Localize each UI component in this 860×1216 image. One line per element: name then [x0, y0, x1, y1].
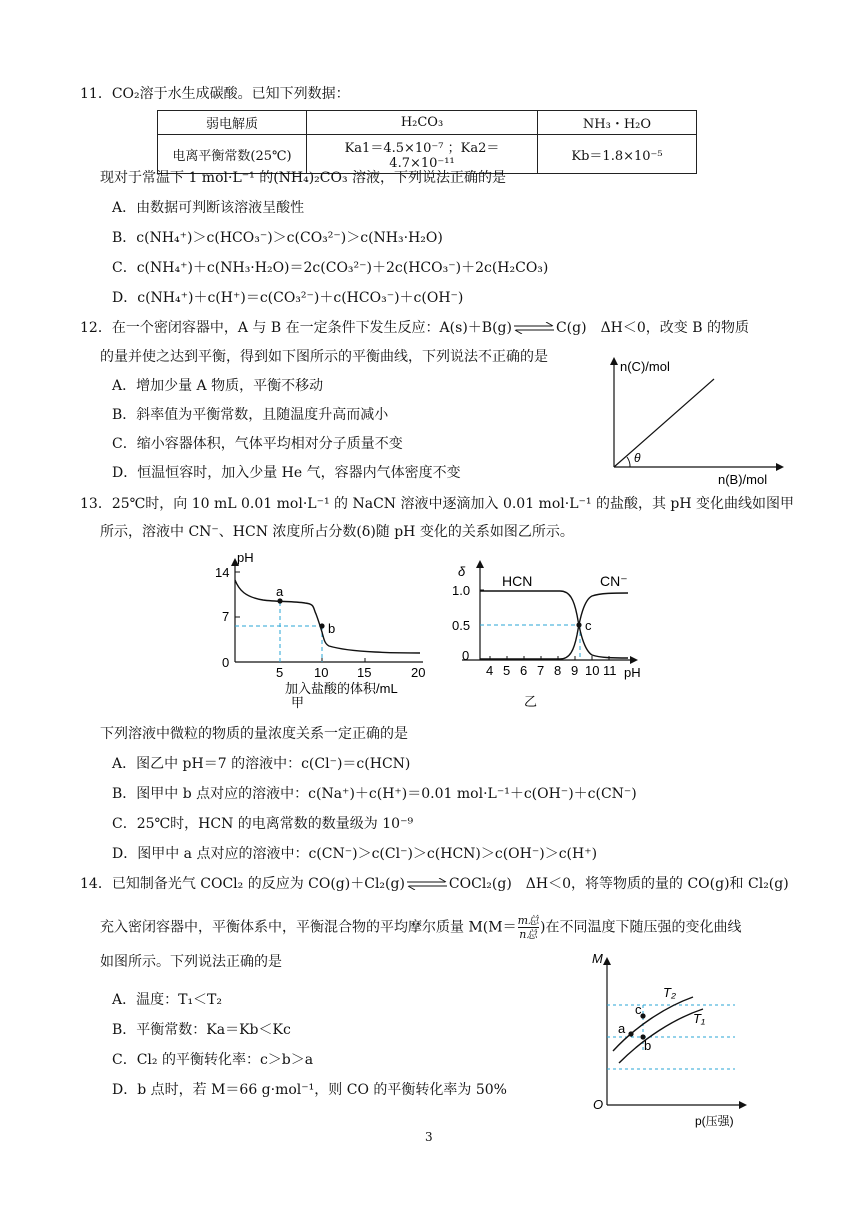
y-axis-arrow-icon [610, 357, 618, 365]
y-axis-label: M [592, 951, 603, 966]
equilibrium-arrow-icon [512, 322, 556, 334]
q13-option-b: B．图甲中 b 点对应的溶液中：c(Na⁺)＋c(H⁺)＝0.01 mol·L⁻¹＋c(OH⁻)＋c(CN⁻) [112, 786, 637, 802]
point-a-label: a [276, 584, 284, 599]
origin-label: O [593, 1097, 604, 1112]
q12-option-d: D．恒温恒容时，加入少量 He 气，容器内气体密度不变 [112, 465, 461, 481]
x-tick-label: 6 [520, 663, 528, 678]
figure-caption: 乙 [524, 694, 538, 709]
table-cell: Kb＝1.8×10⁻⁵ [538, 135, 697, 174]
series-label-cn: CN⁻ [600, 573, 628, 589]
q13-option-c: C．25℃时，HCN 的电离常数的数量级为 10⁻⁹ [112, 816, 414, 832]
x-tick-label: 10 [314, 665, 329, 680]
angle-arc [627, 457, 630, 467]
q13-stem-2: 所示，溶液中 CN⁻、HCN 浓度所占分数(δ)随 pH 变化的关系如图乙所示。 [100, 524, 574, 540]
page-number: 3 [425, 1130, 433, 1144]
fraction-denominator: n总 [519, 928, 538, 941]
q14-option-b: B．平衡常数：Ka＝Kb＜Kc [112, 1022, 291, 1038]
x-axis-label: n(B)/mol [718, 472, 768, 487]
table-cell: 电离平衡常数(25℃) [158, 135, 307, 174]
q14-option-a: A．温度：T₁＜T₂ [112, 992, 223, 1008]
q11-option-b: B．c(NH₄⁺)＞c(HCO₃⁻)＞c(CO₃²⁻)＞c(NH₃·H₂O) [112, 230, 443, 246]
q14-stem-2b: )在不同温度下随压强的变化曲线 [540, 919, 742, 936]
q11-data-table [157, 110, 697, 174]
balance-line [614, 379, 714, 467]
curve-label-t2: T₂ [663, 985, 676, 1000]
x-tick-label: 15 [357, 665, 372, 680]
q14-stem-1 [80, 874, 789, 894]
x-axis-label: p(压强) [695, 1114, 734, 1128]
y-axis-label: n(C)/mol [620, 359, 670, 374]
x-tick-label: 7 [537, 663, 545, 678]
q14-stem-1a: 14．已知制备光气 COCl₂ 的反应为 CO(g)＋Cl₂(g) [80, 876, 405, 892]
ph-curve [235, 580, 420, 653]
x-axis-arrow-icon [630, 656, 638, 664]
equilibrium-arrow-icon [405, 878, 449, 890]
q12-option-a: A．增加少量 A 物质，平衡不移动 [112, 378, 324, 394]
figure-caption: 甲 [291, 695, 305, 710]
y-axis-arrow-icon [476, 560, 484, 568]
q14-stem-2 [100, 914, 742, 941]
y-tick-label: 14 [215, 565, 230, 580]
table-cell: H₂CO₃ [307, 111, 538, 135]
q12-option-c: C．缩小容器体积，气体平均相对分子质量不变 [112, 436, 403, 452]
q13-figure-a [215, 550, 435, 710]
y-axis-arrow-icon [603, 957, 611, 965]
point-c-marker [576, 622, 581, 627]
x-axis-arrow-icon [776, 463, 784, 471]
q11-option-a: A．由数据可判断该溶液呈酸性 [112, 200, 305, 216]
q14-option-c: C．Cl₂ 的平衡转化率：c＞b＞a [112, 1052, 314, 1068]
y-tick-label: 0 [222, 655, 230, 670]
q14-stem-3: 如图所示。下列说法正确的是 [100, 954, 282, 970]
fraction-numerator: m总 [517, 914, 540, 927]
q11-option-c: C．c(NH₄⁺)＋c(NH₃·H₂O)＝2c(CO₃²⁻)＋2c(HCO₃⁻)＋2c(H₂CO₃) [112, 260, 549, 276]
x-tick-label: 5 [276, 665, 284, 680]
point-a-marker [277, 598, 282, 603]
q14-figure [585, 945, 755, 1130]
curve-label-t1: T₁ [693, 1011, 706, 1026]
x-tick-label: 20 [411, 665, 426, 680]
q12-figure [600, 355, 790, 490]
q13-stem-1: 13．25℃时，向 10 mL 0.01 mol·L⁻¹ 的 NaCN 溶液中逐滴加入 0.01 mol·L⁻¹ 的盐酸，其 pH 变化曲线如图甲 [80, 496, 795, 512]
y-tick-label: 0 [462, 648, 470, 663]
table-row [158, 111, 697, 135]
q14-stem-1b: COCl₂(g) ΔH＜0，将等物质的量的 CO(g)和 Cl₂(g) [448, 876, 789, 892]
series-label-hcn: HCN [502, 573, 533, 589]
q13-option-d: D．图甲中 a 点对应的溶液中：c(CN⁻)＞c(Cl⁻)＞c(HCN)＞c(OH⁻)＞c(H⁺) [112, 846, 598, 862]
q12-stem-1 [80, 318, 749, 338]
x-tick-label: 9 [571, 663, 579, 678]
q13-option-a: A．图乙中 pH＝7 的溶液中：c(Cl⁻)＝c(HCN) [112, 756, 411, 772]
q12-stem-1b: C(g) ΔH＜0，改变 B 的物质 [555, 320, 749, 336]
q12-stem-2: 的量并使之达到平衡，得到如下图所示的平衡曲线，下列说法不正确的是 [100, 349, 548, 365]
q11-question: 现对于常温下 1 mol·L⁻¹ 的(NH₄)₂CO₃ 溶液，下列说法正确的是 [100, 170, 507, 186]
x-tick-label: 4 [486, 663, 494, 678]
point-a-marker [628, 1031, 633, 1036]
x-axis-label: pH [624, 665, 641, 680]
q11-option-d: D．c(NH₄⁺)＋c(H⁺)＝c(CO₃²⁻)＋c(HCO₃⁻)＋c(OH⁻) [112, 290, 464, 306]
y-axis-label: pH [237, 550, 254, 565]
mass-fraction [518, 914, 539, 941]
cn-curve [480, 593, 628, 659]
q11-stem: 11．CO₂溶于水生成碳酸。已知下列数据： [80, 86, 350, 102]
y-tick-label: 1.0 [452, 583, 471, 598]
y-axis-label: δ [458, 564, 466, 579]
q12-option-b: B．斜率值为平衡常数，且随温度升高而减小 [112, 407, 389, 423]
x-axis-arrow-icon [739, 1101, 747, 1109]
point-b-marker [319, 623, 324, 628]
x-tick-label: 8 [554, 663, 562, 678]
x-axis-label: 加入盐酸的体积/mL [285, 681, 398, 696]
x-tick-label: 11 [603, 663, 617, 678]
point-c-label: c [585, 618, 592, 633]
point-b-label: b [328, 621, 336, 636]
point-a-label: a [618, 1021, 626, 1036]
q13-question: 下列溶液中微粒的物质的量浓度关系一定正确的是 [100, 726, 408, 742]
point-b-label: b [644, 1038, 652, 1053]
table-cell: 弱电解质 [158, 111, 307, 135]
y-tick-label: 0.5 [452, 618, 471, 633]
q14-stem-2a: 充入密闭容器中，平衡体系中，平衡混合物的平均摩尔质量 M(M＝ [100, 919, 517, 936]
y-tick-label: 7 [222, 609, 230, 624]
table-cell: NH₃・H₂O [538, 111, 697, 135]
x-tick-label: 10 [585, 663, 600, 678]
q14-option-d: D．b 点时，若 M＝66 g·mol⁻¹，则 CO 的平衡转化率为 50% [112, 1082, 507, 1098]
q13-figure-b [450, 560, 650, 710]
table-cell: Ka1＝4.5×10⁻⁷ ；Ka2＝4.7×10⁻¹¹ [307, 135, 538, 174]
point-c-label: c [635, 1002, 642, 1017]
x-tick-label: 5 [503, 663, 511, 678]
angle-label: θ [634, 451, 641, 465]
q12-stem-1a: 12．在一个密闭容器中，A 与 B 在一定条件下发生反应：A(s)＋B(g) [80, 320, 512, 336]
